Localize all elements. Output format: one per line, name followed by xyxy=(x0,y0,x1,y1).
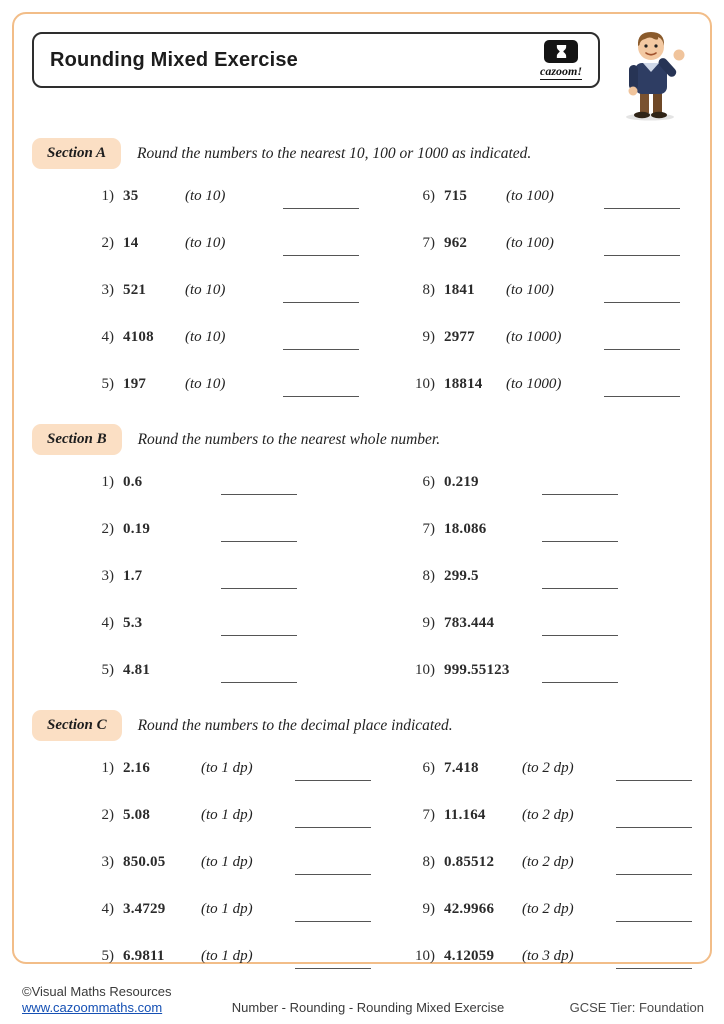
problem-row xyxy=(78,361,371,408)
problem-value: 11.164 xyxy=(444,807,486,823)
answer-line xyxy=(221,480,297,495)
problem-hint: (to 10) xyxy=(185,329,226,345)
section-b xyxy=(32,424,692,694)
problem-number: 5) xyxy=(101,376,114,392)
problem-value: 14 xyxy=(123,235,139,251)
answer-line xyxy=(283,194,359,209)
problem-number: 3) xyxy=(101,282,114,298)
answer-line xyxy=(542,668,618,683)
problem-value: 4108 xyxy=(123,329,154,345)
logo-text: cazoom! xyxy=(540,64,582,79)
answer-line xyxy=(604,288,680,303)
section-b-right-column xyxy=(371,459,692,694)
problem-row xyxy=(399,745,692,792)
problem-value: 5.08 xyxy=(123,807,151,823)
problem-number: 9) xyxy=(422,901,435,917)
answer-line xyxy=(295,766,371,781)
tier-label: GCSE Tier: Foundation xyxy=(569,1000,704,1015)
cazoom-logo xyxy=(540,40,582,80)
problem-number: 3) xyxy=(101,568,114,584)
problem-hint: (to 1 dp) xyxy=(201,760,253,776)
mascot-boy xyxy=(610,28,692,122)
problem-number: 2) xyxy=(101,807,114,823)
section-c-instruction: Round the numbers to the decimal place indicated. xyxy=(137,716,453,734)
problem-value: 1.7 xyxy=(123,568,143,584)
problem-hint: (to 10) xyxy=(185,282,226,298)
problem-number: 8) xyxy=(422,282,435,298)
problem-value: 42.9966 xyxy=(444,901,495,917)
section-c-badge: Section C xyxy=(32,710,122,741)
problem-number: 8) xyxy=(422,568,435,584)
problem-row xyxy=(399,459,692,506)
problem-number: 9) xyxy=(422,615,435,631)
problem-number: 6) xyxy=(422,474,435,490)
problem-number: 2) xyxy=(101,521,114,537)
problem-value: 0.219 xyxy=(444,474,479,490)
answer-line xyxy=(283,241,359,256)
problem-number: 1) xyxy=(101,760,114,776)
problem-number: 3) xyxy=(101,854,114,870)
problem-row xyxy=(399,506,692,553)
problem-hint: (to 1 dp) xyxy=(201,901,253,917)
problem-number: 1) xyxy=(101,188,114,204)
page-title: Rounding Mixed Exercise xyxy=(50,48,298,71)
problem-value: 5.3 xyxy=(123,615,143,631)
problem-row xyxy=(78,314,371,361)
answer-line xyxy=(221,574,297,589)
problem-value: 299.5 xyxy=(444,568,479,584)
problem-value: 197 xyxy=(123,376,147,392)
problem-number: 4) xyxy=(101,329,114,345)
problem-hint: (to 100) xyxy=(506,235,554,251)
problem-row xyxy=(399,839,692,886)
problem-number: 4) xyxy=(101,901,114,917)
problem-value: 4.81 xyxy=(123,662,151,678)
answer-line xyxy=(616,766,692,781)
problem-number: 9) xyxy=(422,329,435,345)
header xyxy=(32,32,692,122)
section-a-left-column xyxy=(32,173,371,408)
problem-number: 10) xyxy=(415,662,435,678)
problem-row xyxy=(78,267,371,314)
worksheet-path: Number - Rounding - Rounding Mixed Exercise xyxy=(231,1000,505,1015)
answer-line xyxy=(283,382,359,397)
problem-row xyxy=(78,220,371,267)
answer-line xyxy=(221,621,297,636)
problem-value: 521 xyxy=(123,282,147,298)
answer-line xyxy=(604,335,680,350)
answer-line xyxy=(295,860,371,875)
title-box xyxy=(32,32,600,88)
problem-hint: (to 10) xyxy=(185,235,226,251)
problem-row xyxy=(78,886,371,933)
problem-row xyxy=(399,792,692,839)
problem-row xyxy=(399,933,692,980)
answer-line xyxy=(295,813,371,828)
answer-line xyxy=(604,194,680,209)
problem-hint: (to 2 dp) xyxy=(522,807,574,823)
problem-row xyxy=(78,745,371,792)
problem-row xyxy=(78,553,371,600)
answer-line xyxy=(542,574,618,589)
problem-hint: (to 2 dp) xyxy=(522,901,574,917)
problem-hint: (to 1 dp) xyxy=(201,854,253,870)
problem-hint: (to 100) xyxy=(506,188,554,204)
section-c-header xyxy=(32,710,692,741)
problem-value: 999.55123 xyxy=(444,662,510,678)
section-a-right-column xyxy=(371,173,692,408)
problem-number: 6) xyxy=(422,760,435,776)
problem-row xyxy=(399,220,692,267)
problem-value: 2.16 xyxy=(123,760,151,776)
problem-row xyxy=(78,173,371,220)
problem-number: 5) xyxy=(101,948,114,964)
problem-number: 10) xyxy=(415,948,435,964)
problem-value: 6.9811 xyxy=(123,948,165,964)
section-b-header xyxy=(32,424,692,455)
problem-value: 18.086 xyxy=(444,521,487,537)
problem-value: 715 xyxy=(444,188,468,204)
section-a-instruction: Round the numbers to the nearest 10, 100 or 1000 as indicated. xyxy=(137,144,532,162)
answer-line xyxy=(542,480,618,495)
problem-hint: (to 1 dp) xyxy=(201,948,253,964)
problem-row xyxy=(399,886,692,933)
problem-value: 0.85512 xyxy=(444,854,495,870)
problem-hint: (to 3 dp) xyxy=(522,948,574,964)
answer-line xyxy=(221,527,297,542)
problem-number: 8) xyxy=(422,854,435,870)
problem-row xyxy=(78,600,371,647)
problem-value: 35 xyxy=(123,188,139,204)
problem-value: 2977 xyxy=(444,329,475,345)
problem-value: 962 xyxy=(444,235,468,251)
site-link[interactable]: www.cazoommaths.com xyxy=(22,999,163,1015)
section-c xyxy=(32,710,692,980)
problem-number: 4) xyxy=(101,615,114,631)
problem-value: 18814 xyxy=(444,376,483,392)
problem-value: 3.4729 xyxy=(123,901,166,917)
section-c-left-column xyxy=(32,745,371,980)
section-a-header xyxy=(32,138,692,169)
section-a xyxy=(32,138,692,408)
worksheet-frame xyxy=(12,12,712,964)
section-b-instruction: Round the numbers to the nearest whole number. xyxy=(137,430,441,448)
problem-value: 1841 xyxy=(444,282,475,298)
section-c-right-column xyxy=(371,745,692,980)
problem-row xyxy=(78,792,371,839)
problem-hint: (to 1000) xyxy=(506,376,562,392)
problem-hint: (to 1000) xyxy=(506,329,562,345)
section-a-badge: Section A xyxy=(32,138,121,169)
answer-line xyxy=(542,527,618,542)
problem-value: 850.05 xyxy=(123,854,166,870)
footer xyxy=(22,984,704,1017)
answer-line xyxy=(604,241,680,256)
problem-row xyxy=(399,361,692,408)
problem-row xyxy=(78,647,371,694)
problem-row xyxy=(78,933,371,980)
copyright-text: ©Visual Maths Resources xyxy=(22,983,172,999)
answer-line xyxy=(616,907,692,922)
answer-line xyxy=(616,954,692,969)
problem-value: 7.418 xyxy=(444,760,479,776)
hourglass-icon xyxy=(544,40,578,63)
problem-number: 7) xyxy=(422,807,435,823)
problem-hint: (to 1 dp) xyxy=(201,807,253,823)
problem-value: 0.6 xyxy=(123,474,143,490)
answer-line xyxy=(295,907,371,922)
answer-line xyxy=(283,335,359,350)
answer-line xyxy=(616,860,692,875)
problem-number: 10) xyxy=(415,376,435,392)
problem-number: 1) xyxy=(101,474,114,490)
problem-hint: (to 10) xyxy=(185,188,226,204)
problem-row xyxy=(399,553,692,600)
problem-row xyxy=(399,647,692,694)
problem-number: 7) xyxy=(422,235,435,251)
problem-row xyxy=(399,267,692,314)
problem-row xyxy=(78,839,371,886)
problem-number: 6) xyxy=(422,188,435,204)
problem-hint: (to 2 dp) xyxy=(522,760,574,776)
problem-value: 783.444 xyxy=(444,615,495,631)
problem-value: 0.19 xyxy=(123,521,151,537)
problem-row xyxy=(399,173,692,220)
problem-number: 5) xyxy=(101,662,114,678)
problem-row xyxy=(399,314,692,361)
problem-hint: (to 100) xyxy=(506,282,554,298)
section-b-left-column xyxy=(32,459,371,694)
problem-number: 2) xyxy=(101,235,114,251)
answer-line xyxy=(283,288,359,303)
problem-value: 4.12059 xyxy=(444,948,495,964)
problem-row xyxy=(399,600,692,647)
answer-line xyxy=(295,954,371,969)
problem-hint: (to 2 dp) xyxy=(522,854,574,870)
answer-line xyxy=(616,813,692,828)
problem-row xyxy=(78,506,371,553)
answer-line xyxy=(542,621,618,636)
answer-line xyxy=(604,382,680,397)
answer-line xyxy=(221,668,297,683)
problem-number: 7) xyxy=(422,521,435,537)
problem-hint: (to 10) xyxy=(185,376,226,392)
section-b-badge: Section B xyxy=(32,424,122,455)
problem-row xyxy=(78,459,371,506)
